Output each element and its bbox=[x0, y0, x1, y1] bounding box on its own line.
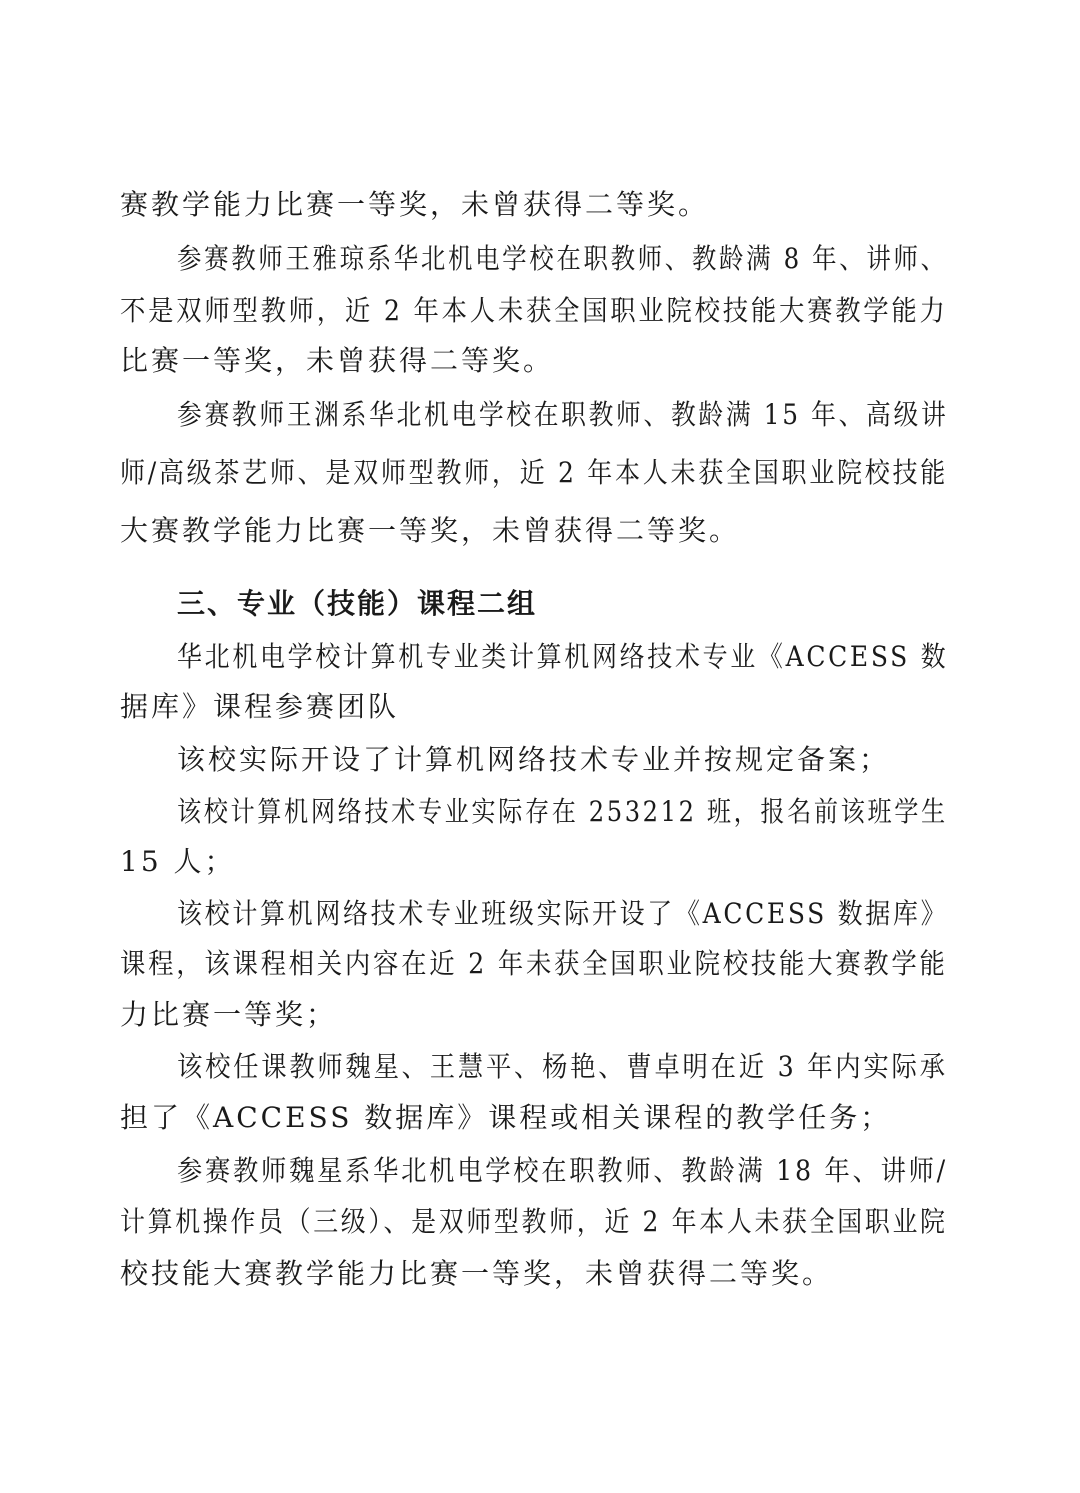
paragraph-line: 参赛教师王渊系华北机电学校在职教师、教龄满 15 年、高级讲 bbox=[177, 398, 949, 431]
paragraph-line: 大赛教学能力比赛一等奖，未曾获得二等奖。 bbox=[120, 514, 741, 547]
paragraph-line: 参赛教师魏星系华北机电学校在职教师、教龄满 18 年、讲师/ bbox=[177, 1154, 948, 1187]
section-heading: 三、专业（技能）课程二组 bbox=[177, 587, 538, 620]
paragraph-line: 15 人； bbox=[120, 845, 236, 878]
paragraph-line: 该校计算机网络技术专业班级实际开设了《ACCESS 数据库》 bbox=[177, 897, 949, 930]
paragraph-line: 课程，该课程相关内容在近 2 年未获全国职业院校技能大赛教学能 bbox=[120, 947, 948, 980]
paragraph-line: 不是双师型教师，近 2 年本人未获全国职业院校技能大赛教学能力 bbox=[120, 294, 948, 327]
paragraph-line: 力比赛一等奖； bbox=[120, 998, 338, 1031]
paragraph-line: 比赛一等奖，未曾获得二等奖。 bbox=[120, 344, 555, 377]
paragraph-line: 该校计算机网络技术专业实际存在 253212 班，报名前该班学生 bbox=[177, 795, 948, 828]
paragraph-line: 该校任课教师魏星、王慧平、杨艳、曹卓明在近 3 年内实际承 bbox=[177, 1050, 948, 1083]
paragraph-line: 该校实际开设了计算机网络技术专业并按规定备案； bbox=[177, 743, 891, 776]
paragraph-line: 参赛教师王雅琼系华北机电学校在职教师、教龄满 8 年、讲师、 bbox=[177, 242, 948, 275]
paragraph-line: 师/高级茶艺师、是双师型教师，近 2 年本人未获全国职业院校技能 bbox=[120, 456, 949, 489]
paragraph-line: 赛教学能力比赛一等奖，未曾获得二等奖。 bbox=[120, 188, 710, 221]
paragraph-line: 据库》课程参赛团队 bbox=[120, 690, 400, 723]
paragraph-line: 华北机电学校计算机专业类计算机网络技术专业《ACCESS 数 bbox=[177, 640, 949, 673]
paragraph-line: 计算机操作员（三级）、是双师型教师，近 2 年本人未获全国职业院 bbox=[120, 1205, 948, 1238]
paragraph-line: 校技能大赛教学能力比赛一等奖，未曾获得二等奖。 bbox=[120, 1257, 834, 1290]
paragraph-line: 担了《ACCESS 数据库》课程或相关课程的教学任务； bbox=[120, 1101, 892, 1134]
